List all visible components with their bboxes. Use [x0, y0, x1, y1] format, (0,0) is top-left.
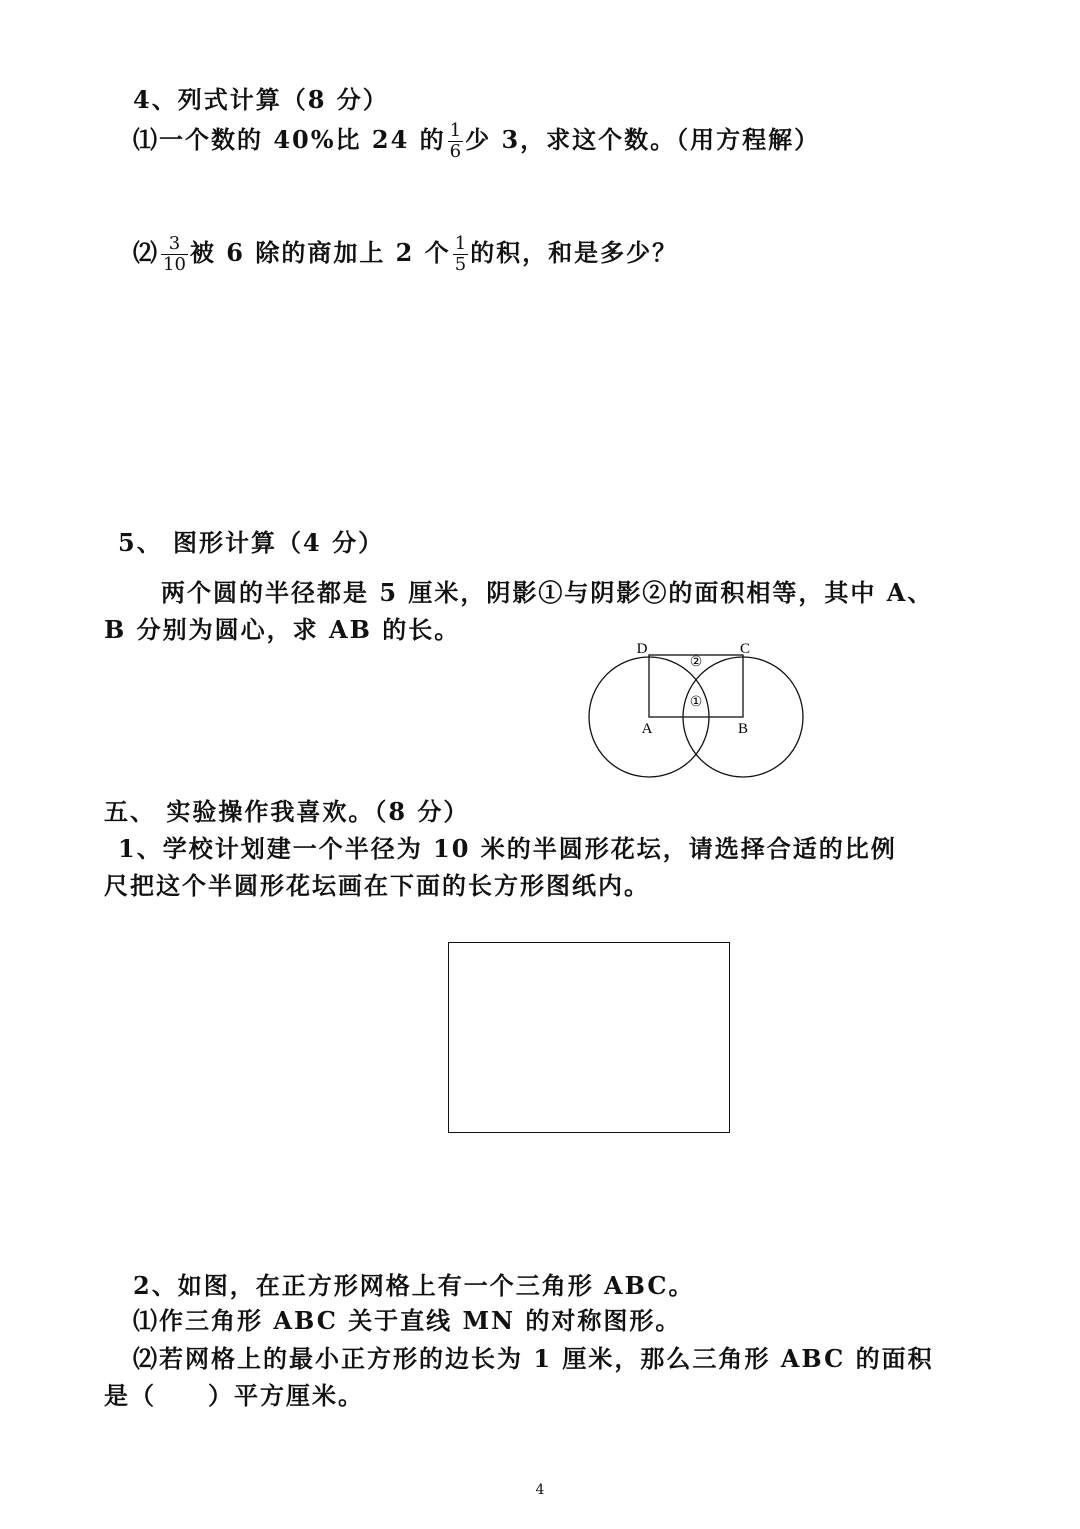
- label-b: B: [737, 721, 749, 737]
- two-circles-figure: [580, 636, 810, 781]
- q4-part2-text-c: 的积，和是多少？: [470, 238, 679, 267]
- fraction-denominator: 6: [449, 141, 462, 162]
- fraction-denominator: 5: [454, 254, 467, 275]
- label-d: D: [636, 641, 648, 657]
- fraction-numerator: 1: [449, 120, 462, 141]
- q5-title: 5、 图形计算（4 分）: [118, 528, 385, 557]
- drawing-paper-rectangle: [448, 942, 730, 1133]
- q5-text-line2: B 分别为圆心，求 AB 的长。: [104, 615, 461, 644]
- fraction-one-fifth: [453, 234, 468, 275]
- label-shade-1: ①: [689, 694, 703, 710]
- q4-part2: [133, 233, 678, 275]
- sec5-q1-line2: 尺把这个半圆形花坛画在下面的长方形图纸内。: [104, 871, 650, 900]
- q4-title: 4、列式计算（8 分）: [133, 85, 389, 114]
- sec5-q2-part2-line2: 是（ ）平方厘米。: [104, 1381, 364, 1410]
- q4-part2-text-b: 被 6 除的商加上 2 个: [189, 238, 451, 267]
- page-number: 4: [535, 1482, 545, 1498]
- label-c: C: [739, 641, 751, 657]
- sec5-q1-line1: 1、学校计划建一个半径为 10 米的半圆形花坛，请选择合适的比例: [118, 834, 897, 863]
- fraction-denominator: 10: [163, 254, 186, 275]
- sec5-q2-part2-line1: ⑵若网格上的最小正方形的边长为 1 厘米，那么三角形 ABC 的面积: [133, 1344, 934, 1373]
- sec5-q2-part1: ⑴作三角形 ABC 关于直线 MN 的对称图形。: [133, 1306, 682, 1335]
- q4-part1-text-b: 少 3，求这个数。（用方程解）: [465, 125, 821, 154]
- q4-part1: [133, 120, 820, 162]
- sec5-q2-title: 2、如图，在正方形网格上有一个三角形 ABC。: [133, 1271, 695, 1300]
- q5-text-line1: 两个圆的半径都是 5 厘米，阴影①与阴影②的面积相等，其中 A、: [161, 578, 934, 607]
- label-a: A: [641, 721, 653, 737]
- q4-part1-text-a: ⑴一个数的 40%比 24 的: [133, 125, 446, 154]
- fraction-numerator: 1: [454, 233, 467, 254]
- fraction-one-sixth: [448, 121, 463, 162]
- section5-title: 五、 实验操作我喜欢。（8 分）: [104, 797, 470, 826]
- label-shade-2: ②: [689, 654, 703, 670]
- q4-part2-text-a: ⑵: [133, 238, 159, 267]
- fraction-three-tenths: [161, 234, 188, 275]
- fraction-numerator: 3: [161, 234, 188, 255]
